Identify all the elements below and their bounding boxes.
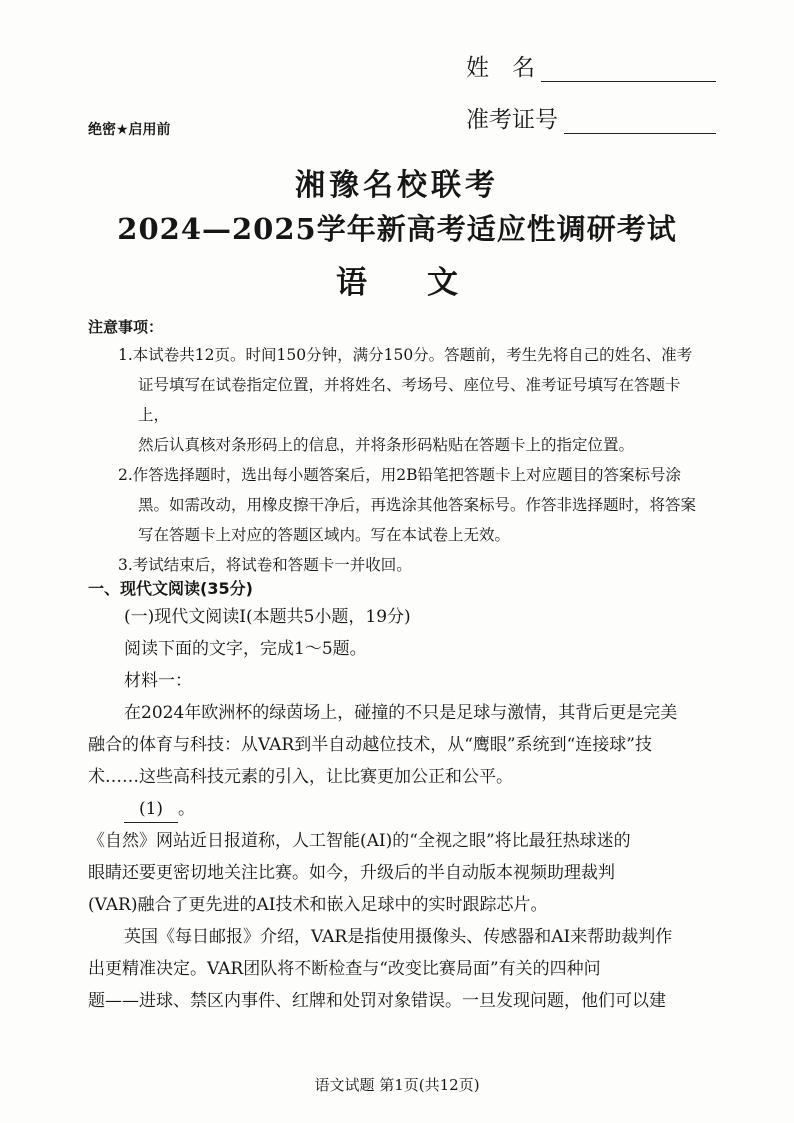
notice-heading: 注意事项： <box>88 318 164 336</box>
name-field <box>466 30 716 82</box>
answer-blank: (1) <box>124 796 178 823</box>
exam-title: 湘豫名校联考 <box>295 168 499 203</box>
notice-line: 然后认真核对条形码上的信息，并将条形码粘贴在答题卡上的指定位置。 <box>138 436 635 454</box>
name-line <box>541 51 716 82</box>
notice-line: 证号填写在试卷指定位置，并将姓名、考场号、座位号、准考证号填写在答题卡上， <box>138 376 681 424</box>
sub-heading: (一)现代文阅读Ⅰ(本题共5小题，19分) <box>124 607 411 627</box>
paragraph-line: 眼睛还要更密切地关注比赛。如今，升级后的半自动版本视频助理裁判 <box>88 863 615 883</box>
paragraph-line: 出更精准决定。VAR团队将不断检查与“改变比赛局面”有关的四种问 <box>88 959 601 979</box>
exam-id-field <box>466 82 716 134</box>
notice-list <box>118 340 710 580</box>
subject-char-2: 文 <box>427 265 458 301</box>
notice-line: 写在答题卡上对应的答题区域内。写在本试卷上无效。 <box>138 526 511 544</box>
notice-line: 黑。如需改动，用橡皮擦干净后，再选涂其他答案标号。作答非选择题时，将答案 <box>138 496 697 514</box>
page-footer: 语文试题 第1页(共12页) <box>314 1076 480 1094</box>
notice-item <box>118 340 710 460</box>
paragraph-line: 英国《每日邮报》介绍，VAR是指使用摄像头、传感器和AI来帮助裁判作 <box>124 927 673 947</box>
instruction: 阅读下面的文字，完成1～5题。 <box>124 639 367 659</box>
subject-char-1: 语 <box>336 265 367 301</box>
exam-id-label: 准考证号 <box>466 107 558 133</box>
blank-period: 。 <box>178 799 195 819</box>
blank-line <box>88 793 710 825</box>
paragraph-line: 术……这些高科技元素的引入，让比赛更加公正和公平。 <box>88 767 513 787</box>
paragraph-line: 《自然》网站近日报道称，人工智能(AI)的“全视之眼”将比最狂热球迷的 <box>88 831 631 851</box>
secret-tag: 绝密★启用前 <box>88 122 171 138</box>
reading-passage <box>88 601 710 1017</box>
notice-line: 3.考试结束后，将试卷和答题卡一并收回。 <box>118 556 412 574</box>
material-label: 材料一： <box>124 671 192 691</box>
paragraph-line: 融合的体育与科技：从VAR到半自动越位技术，从“鹰眼”系统到“连接球”技 <box>88 735 652 755</box>
exam-subtitle: 2024—2025学年新高考适应性调研考试 <box>117 212 677 246</box>
notice-line: 2.作答选择题时，选出每小题答案后，用2B铅笔把答题卡上对应题目的答案标号涂 <box>118 466 682 484</box>
subject-title <box>0 257 794 302</box>
paragraph-line: 题——进球、禁区内事件、红牌和处罚对象错误。一旦发现问题，他们可以建 <box>88 991 666 1011</box>
exam-id-line <box>564 103 716 134</box>
paragraph-line: 在2024年欧洲杯的绿茵场上，碰撞的不只是足球与激情，其背后更是完美 <box>124 703 678 723</box>
section-heading: 一、现代文阅读(35分) <box>88 579 253 598</box>
notice-item <box>118 460 710 550</box>
notice-line: 1.本试卷共12页。时间150分钟，满分150分。答题前，考生先将自己的姓名、准考 <box>118 346 693 364</box>
name-label: 姓 名 <box>466 55 535 81</box>
candidate-info <box>466 30 716 134</box>
paragraph-line: (VAR)融合了更先进的AI技术和嵌入足球中的实时跟踪芯片。 <box>88 895 548 915</box>
